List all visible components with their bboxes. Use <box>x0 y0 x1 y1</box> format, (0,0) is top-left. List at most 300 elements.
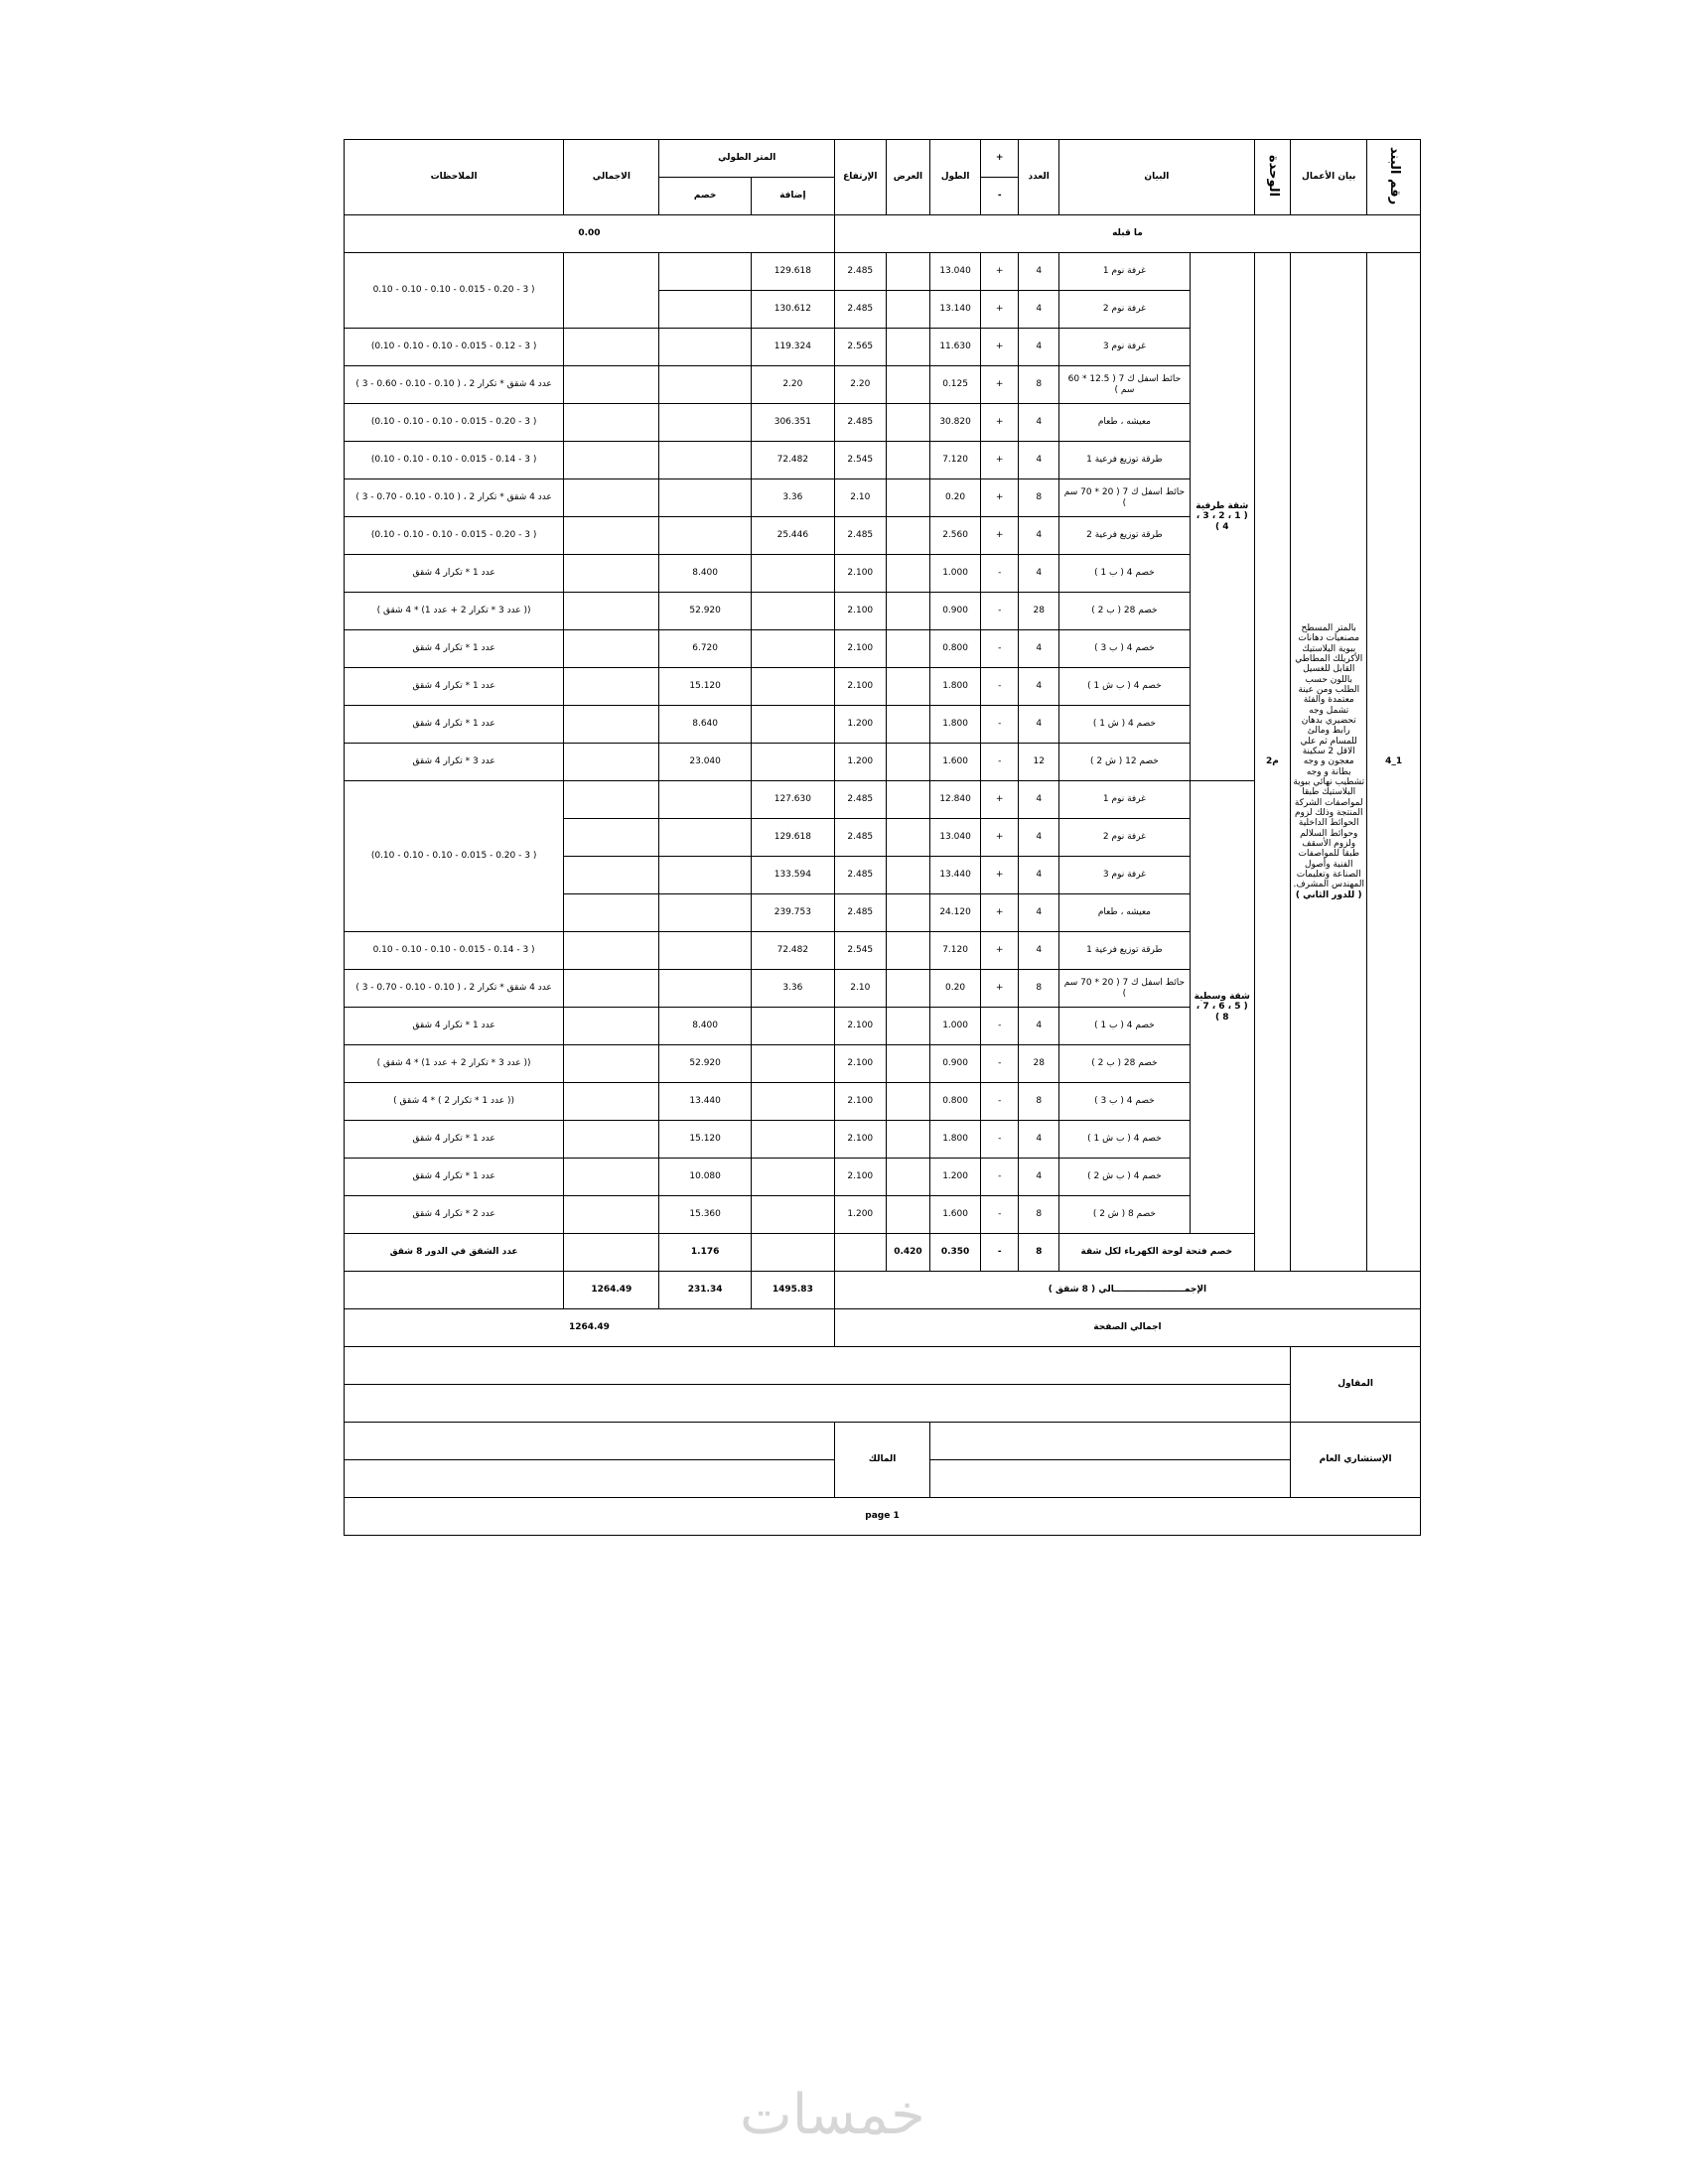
row-desc: طرقة توزيع فرعية 1 <box>1059 442 1191 479</box>
row-height: 2.565 <box>834 329 886 366</box>
row-desc: خصم 12 ( ش 2 ) <box>1059 744 1191 781</box>
header-total: الاجمالي <box>564 140 659 215</box>
row-count: 4 <box>1019 894 1059 932</box>
row-height: 2.100 <box>834 1083 886 1121</box>
row-width: 0.420 <box>886 1234 930 1272</box>
row-deduction: 8.400 <box>659 1008 751 1045</box>
row-height: 2.485 <box>834 291 886 329</box>
row-height: 2.485 <box>834 819 886 857</box>
row-deduction: 13.440 <box>659 1083 751 1121</box>
row-note: عدد 3 * تكرار 4 شقق <box>345 744 564 781</box>
row-deduction: 1.176 <box>659 1234 751 1272</box>
row-addition: 239.753 <box>751 894 834 932</box>
row-sign: + <box>980 894 1019 932</box>
row-count: 4 <box>1019 630 1059 668</box>
row-count: 28 <box>1019 593 1059 630</box>
header-work-desc: بيان الأعمال <box>1291 140 1367 215</box>
row-addition <box>751 1083 834 1121</box>
row-width <box>886 366 930 404</box>
row-count: 4 <box>1019 253 1059 291</box>
contractor-line-1 <box>345 1347 1291 1385</box>
summary-addition: 1495.83 <box>751 1272 834 1309</box>
row-note: عدد 1 * تكرار 4 شقق <box>345 1008 564 1045</box>
row-total <box>564 857 659 894</box>
row-desc: حائط اسفل ك 7 ( 20 * 70 سم ) <box>1059 970 1191 1008</box>
row-deduction <box>659 329 751 366</box>
row-deduction <box>659 517 751 555</box>
row-count: 4 <box>1019 555 1059 593</box>
row-total <box>564 253 659 329</box>
row-count: 4 <box>1019 706 1059 744</box>
row-count: 4 <box>1019 1159 1059 1196</box>
page-total-label: اجمالي الصفحة <box>834 1309 1420 1347</box>
row-desc: خصم 28 ( ب 2 ) <box>1059 1045 1191 1083</box>
row-width <box>886 819 930 857</box>
row-sign: - <box>980 1159 1019 1196</box>
row-count: 4 <box>1019 857 1059 894</box>
row-total <box>564 894 659 932</box>
row-sign: + <box>980 404 1019 442</box>
row-note: (( عدد 3 * تكرار 2 + عدد 1) * 4 شقق ) <box>345 593 564 630</box>
row-width <box>886 442 930 479</box>
row-width <box>886 1196 930 1234</box>
row-sign: - <box>980 1196 1019 1234</box>
row-addition <box>751 1159 834 1196</box>
row-note: ( 3 - 0.14 - 0.015 - 0.10 - 0.10 - 0.10 <box>345 932 564 970</box>
row-height: 2.100 <box>834 1008 886 1045</box>
row-desc: غرفة نوم 2 <box>1059 291 1191 329</box>
row-total <box>564 1159 659 1196</box>
item-unit: م2 <box>1254 253 1291 1272</box>
row-length: 7.120 <box>930 932 981 970</box>
row-height: 2.485 <box>834 857 886 894</box>
row-width <box>886 404 930 442</box>
summary-label: الإجمـــــــــــــــــــــــالي ( 8 شقق ) <box>834 1272 1420 1309</box>
row-count: 4 <box>1019 1121 1059 1159</box>
consultant-line-1 <box>930 1423 1291 1460</box>
row-note: عدد 1 * تكرار 4 شقق <box>345 706 564 744</box>
row-total <box>564 932 659 970</box>
row-height: 2.20 <box>834 366 886 404</box>
row-width <box>886 329 930 366</box>
row-count: 8 <box>1019 970 1059 1008</box>
row-height: 2.10 <box>834 479 886 517</box>
watermark-logo: خمسات <box>740 2083 925 2147</box>
header-statement: البيان <box>1059 140 1255 215</box>
row-deduction <box>659 479 751 517</box>
row-width <box>886 555 930 593</box>
row-length: 13.140 <box>930 291 981 329</box>
row-sign: - <box>980 1008 1019 1045</box>
row-width <box>886 1008 930 1045</box>
page-number: page 1 <box>345 1498 1421 1536</box>
row-length: 0.800 <box>930 630 981 668</box>
row-addition <box>751 1045 834 1083</box>
row-height <box>834 1234 886 1272</box>
row-desc: غرفة نوم 2 <box>1059 819 1191 857</box>
row-height: 2.485 <box>834 253 886 291</box>
row-note: عدد 1 * تكرار 4 شقق <box>345 668 564 706</box>
row-height: 2.100 <box>834 1045 886 1083</box>
row-sign: + <box>980 366 1019 404</box>
row-height: 2.545 <box>834 932 886 970</box>
row-sign: + <box>980 517 1019 555</box>
row-count: 4 <box>1019 781 1059 819</box>
row-deduction: 15.120 <box>659 668 751 706</box>
row-count: 4 <box>1019 329 1059 366</box>
header-unit: الوحدة <box>1254 140 1291 215</box>
row-note: عدد 1 * تكرار 4 شقق <box>345 630 564 668</box>
row-count: 4 <box>1019 442 1059 479</box>
row-total <box>564 1008 659 1045</box>
row-deduction <box>659 781 751 819</box>
row-length: 2.560 <box>930 517 981 555</box>
item-description <box>1291 253 1367 1272</box>
row-total <box>564 781 659 819</box>
row-note: عدد 4 شقق * تكرار 2 ، ( 0.10 - 0.10 - 0.60 - 3 ) <box>345 366 564 404</box>
row-desc: خصم 28 ( ب 2 ) <box>1059 593 1191 630</box>
row-width <box>886 1121 930 1159</box>
row-desc: خصم 4 ( ب 3 ) <box>1059 630 1191 668</box>
row-length: 11.630 <box>930 329 981 366</box>
contractor-line-2 <box>345 1385 1291 1423</box>
row-length: 13.440 <box>930 857 981 894</box>
row-sign: + <box>980 781 1019 819</box>
row-deduction <box>659 894 751 932</box>
row-count: 4 <box>1019 819 1059 857</box>
row-height: 2.100 <box>834 1159 886 1196</box>
header-count: العدد <box>1019 140 1059 215</box>
row-count: 8 <box>1019 1083 1059 1121</box>
header-item-no: رقم البند <box>1367 140 1421 215</box>
row-desc: خصم 4 ( ب 1 ) <box>1059 1008 1191 1045</box>
header-plus: + <box>980 140 1019 178</box>
row-length: 0.350 <box>930 1234 981 1272</box>
row-sign: - <box>980 706 1019 744</box>
row-height: 2.100 <box>834 630 886 668</box>
header-deduction: خصم <box>659 178 751 215</box>
row-desc: خصم 4 ( ب ش 1 ) <box>1059 1121 1191 1159</box>
row-deduction: 23.040 <box>659 744 751 781</box>
row-deduction: 8.400 <box>659 555 751 593</box>
row-width <box>886 857 930 894</box>
row-sign: - <box>980 1121 1019 1159</box>
row-width <box>886 630 930 668</box>
item-description-floor: ( للدور الثاني ) <box>1295 889 1362 900</box>
row-sign: - <box>980 1045 1019 1083</box>
row-sign: + <box>980 442 1019 479</box>
row-total <box>564 329 659 366</box>
row-addition: 72.482 <box>751 932 834 970</box>
row-note: عدد الشقق في الدور 8 شقق <box>345 1234 564 1272</box>
row-desc: غرفة نوم 3 <box>1059 857 1191 894</box>
owner-label: المالك <box>834 1423 929 1498</box>
row-deduction: 15.360 <box>659 1196 751 1234</box>
row-sign: + <box>980 819 1019 857</box>
row-total <box>564 1121 659 1159</box>
consultant-line-2 <box>930 1460 1291 1498</box>
row-note: عدد 4 شقق * تكرار 2 ، ( 0.10 - 0.10 - 0.70 - 3 ) <box>345 479 564 517</box>
row-note: ( 3 - 0.20 - 0.015 - 0.10 - 0.10 - 0.10 <box>345 253 564 329</box>
row-addition: 25.446 <box>751 517 834 555</box>
row-total <box>564 668 659 706</box>
header-linear-meter: المتر الطولي <box>659 140 834 178</box>
row-addition: 306.351 <box>751 404 834 442</box>
header-length: الطول <box>930 140 981 215</box>
row-note: عدد 1 * تكرار 4 شقق <box>345 1121 564 1159</box>
row-desc: حائط اسفل ك 7 ( 20 * 70 سم ) <box>1059 479 1191 517</box>
row-desc: غرفة نوم 1 <box>1059 781 1191 819</box>
row-addition <box>751 1008 834 1045</box>
row-sign: + <box>980 970 1019 1008</box>
row-length: 1.800 <box>930 668 981 706</box>
row-height: 2.10 <box>834 970 886 1008</box>
row-addition <box>751 1121 834 1159</box>
row-width <box>886 932 930 970</box>
row-desc: طرقة توزيع فرعية 2 <box>1059 517 1191 555</box>
row-desc: معيشه ، طعام <box>1059 404 1191 442</box>
row-addition: 129.618 <box>751 253 834 291</box>
row-sign: + <box>980 932 1019 970</box>
row-width <box>886 744 930 781</box>
row-deduction: 52.920 <box>659 593 751 630</box>
row-addition <box>751 1196 834 1234</box>
row-width <box>886 781 930 819</box>
row-length: 13.040 <box>930 253 981 291</box>
row-deduction <box>659 253 751 291</box>
table-row <box>345 253 1421 291</box>
row-count: 8 <box>1019 479 1059 517</box>
row-deduction <box>659 970 751 1008</box>
row-total <box>564 630 659 668</box>
row-addition <box>751 706 834 744</box>
row-height: 2.485 <box>834 517 886 555</box>
row-sign: + <box>980 253 1019 291</box>
row-desc: خصم 4 ( ب ش 1 ) <box>1059 668 1191 706</box>
row-desc: غرفة نوم 3 <box>1059 329 1191 366</box>
owner-line-2 <box>345 1460 835 1498</box>
row-count: 4 <box>1019 668 1059 706</box>
header-width: العرض <box>886 140 930 215</box>
row-sign: + <box>980 329 1019 366</box>
row-addition: 133.594 <box>751 857 834 894</box>
row-width <box>886 517 930 555</box>
row-width <box>886 253 930 291</box>
row-length: 1.200 <box>930 1159 981 1196</box>
previous-value: 0.00 <box>345 215 835 253</box>
summary-total: 1264.49 <box>564 1272 659 1309</box>
row-total <box>564 1234 659 1272</box>
row-count: 8 <box>1019 1196 1059 1234</box>
group-middle-apartments: شقة وسطية ( 5 ، 6 ، 7 ، 8 ) <box>1190 781 1254 1234</box>
group-edge-apartments: شقة طرفية ( 1 ، 2 ، 3 ، 4 ) <box>1190 253 1254 781</box>
row-sign: + <box>980 857 1019 894</box>
row-sign: - <box>980 630 1019 668</box>
row-length: 0.125 <box>930 366 981 404</box>
row-note: ( 3 - 0.20 - 0.015 - 0.10 - 0.10 - 0.10) <box>345 517 564 555</box>
row-width <box>886 970 930 1008</box>
row-desc: خصم 8 ( ش 2 ) <box>1059 1196 1191 1234</box>
row-addition <box>751 630 834 668</box>
row-total <box>564 1196 659 1234</box>
item-description-text: بالمتر المسطح مصنعيات دهانات ببوية البلاستيك الأكريلك المطاطي القابل للغسيل باللون حسب الطلب ومن عينة معتمدة والفئة تشمل وجه تحضيري بدهان رابط ومالئ للمسام ثم علي الاقل 2 سكينة معجون و وجه بطانة و وجه تشطيب نهائي ببوية البلاستيك طبقا لمواصفات الشركة المنتجة وذلك لزوم الحوائط الداخلية وحوائط السلالم ولزوم الأسقف طبقا للمواصفات الفنية وأصول الصناعة وتعليمات المهندس المشرف. <box>1293 622 1365 890</box>
row-sign: + <box>980 291 1019 329</box>
row-count: 28 <box>1019 1045 1059 1083</box>
row-total <box>564 517 659 555</box>
row-total <box>564 479 659 517</box>
row-deduction <box>659 366 751 404</box>
row-count: 12 <box>1019 744 1059 781</box>
row-desc: غرفة نوم 1 <box>1059 253 1191 291</box>
row-width <box>886 1045 930 1083</box>
row-sign: - <box>980 1234 1019 1272</box>
page-total-value: 1264.49 <box>345 1309 835 1347</box>
row-height: 2.100 <box>834 555 886 593</box>
row-height: 1.200 <box>834 744 886 781</box>
row-sign: - <box>980 593 1019 630</box>
row-note: ( 3 - 0.14 - 0.015 - 0.10 - 0.10 - 0.10) <box>345 442 564 479</box>
row-height: 2.485 <box>834 894 886 932</box>
row-height: 1.200 <box>834 1196 886 1234</box>
row-height: 2.100 <box>834 593 886 630</box>
row-count: 4 <box>1019 404 1059 442</box>
row-desc: معيشه ، طعام <box>1059 894 1191 932</box>
row-addition: 3.36 <box>751 970 834 1008</box>
row-total <box>564 404 659 442</box>
row-desc: خصم 4 ( ب ش 2 ) <box>1059 1159 1191 1196</box>
summary-notes <box>345 1272 564 1309</box>
row-note: عدد 1 * تكرار 4 شقق <box>345 555 564 593</box>
row-length: 0.20 <box>930 479 981 517</box>
row-addition <box>751 1234 834 1272</box>
row-sign: - <box>980 1083 1019 1121</box>
row-height: 1.200 <box>834 706 886 744</box>
row-addition: 127.630 <box>751 781 834 819</box>
header-height: الإرتفاع <box>834 140 886 215</box>
row-length: 0.900 <box>930 593 981 630</box>
row-note: عدد 4 شقق * تكرار 2 ، ( 0.10 - 0.10 - 0.70 - 3 ) <box>345 970 564 1008</box>
row-length: 1.800 <box>930 706 981 744</box>
row-desc: خصم فتحة لوحة الكهرباء لكل شقة <box>1059 1234 1255 1272</box>
row-count: 4 <box>1019 291 1059 329</box>
row-total <box>564 970 659 1008</box>
row-total <box>564 593 659 630</box>
row-count: 4 <box>1019 1008 1059 1045</box>
row-addition: 3.36 <box>751 479 834 517</box>
row-sign: - <box>980 555 1019 593</box>
row-addition: 129.618 <box>751 819 834 857</box>
row-length: 0.900 <box>930 1045 981 1083</box>
row-count: 8 <box>1019 1234 1059 1272</box>
row-deduction: 8.640 <box>659 706 751 744</box>
row-total <box>564 819 659 857</box>
row-total <box>564 1083 659 1121</box>
row-deduction: 15.120 <box>659 1121 751 1159</box>
row-deduction <box>659 442 751 479</box>
row-count: 4 <box>1019 932 1059 970</box>
row-addition: 119.324 <box>751 329 834 366</box>
row-length: 0.20 <box>930 970 981 1008</box>
previous-label: ما قبله <box>834 215 1420 253</box>
row-height: 2.100 <box>834 1121 886 1159</box>
row-deduction: 52.920 <box>659 1045 751 1083</box>
consultant-label: الإستشاري العام <box>1291 1423 1421 1498</box>
row-length: 24.120 <box>930 894 981 932</box>
row-width <box>886 668 930 706</box>
row-sign: - <box>980 744 1019 781</box>
row-height: 2.545 <box>834 442 886 479</box>
row-width <box>886 479 930 517</box>
row-deduction <box>659 404 751 442</box>
header-addition: إضافة <box>751 178 834 215</box>
row-length: 1.600 <box>930 1196 981 1234</box>
row-addition: 2.20 <box>751 366 834 404</box>
row-total <box>564 706 659 744</box>
row-total <box>564 442 659 479</box>
row-deduction <box>659 291 751 329</box>
row-deduction <box>659 819 751 857</box>
row-note: (( عدد 1 * تكرار 2 ) * 4 شقق ) <box>345 1083 564 1121</box>
row-length: 1.600 <box>930 744 981 781</box>
row-addition <box>751 555 834 593</box>
row-addition <box>751 668 834 706</box>
row-deduction <box>659 857 751 894</box>
row-addition <box>751 744 834 781</box>
row-total <box>564 744 659 781</box>
row-desc: خصم 4 ( ب 3 ) <box>1059 1083 1191 1121</box>
row-addition <box>751 593 834 630</box>
row-total <box>564 1045 659 1083</box>
row-total <box>564 555 659 593</box>
row-height: 2.100 <box>834 668 886 706</box>
row-sign: - <box>980 668 1019 706</box>
row-desc: خصم 4 ( ب 1 ) <box>1059 555 1191 593</box>
row-sign: + <box>980 479 1019 517</box>
row-deduction: 10.080 <box>659 1159 751 1196</box>
summary-deduction: 231.34 <box>659 1272 751 1309</box>
row-note: ( 3 - 0.20 - 0.015 - 0.10 - 0.10 - 0.10) <box>345 404 564 442</box>
row-width <box>886 291 930 329</box>
row-length: 1.000 <box>930 1008 981 1045</box>
row-desc: خصم 4 ( ش 1 ) <box>1059 706 1191 744</box>
row-length: 7.120 <box>930 442 981 479</box>
row-addition: 72.482 <box>751 442 834 479</box>
owner-line-1 <box>345 1423 835 1460</box>
row-note: (( عدد 3 * تكرار 2 + عدد 1) * 4 شقق ) <box>345 1045 564 1083</box>
row-length: 13.040 <box>930 819 981 857</box>
row-height: 2.485 <box>834 781 886 819</box>
row-width <box>886 706 930 744</box>
row-width <box>886 894 930 932</box>
contractor-label: المقاول <box>1291 1347 1421 1423</box>
row-height: 2.485 <box>834 404 886 442</box>
row-length: 30.820 <box>930 404 981 442</box>
row-length: 1.800 <box>930 1121 981 1159</box>
row-addition: 130.612 <box>751 291 834 329</box>
header-minus: - <box>980 178 1019 215</box>
row-note: عدد 2 * تكرار 4 شقق <box>345 1196 564 1234</box>
row-length: 12.840 <box>930 781 981 819</box>
row-width <box>886 593 930 630</box>
row-deduction: 6.720 <box>659 630 751 668</box>
row-count: 8 <box>1019 366 1059 404</box>
quantities-table <box>344 139 1421 1536</box>
row-deduction <box>659 932 751 970</box>
row-total <box>564 366 659 404</box>
row-width <box>886 1083 930 1121</box>
row-count: 4 <box>1019 517 1059 555</box>
row-width <box>886 1159 930 1196</box>
